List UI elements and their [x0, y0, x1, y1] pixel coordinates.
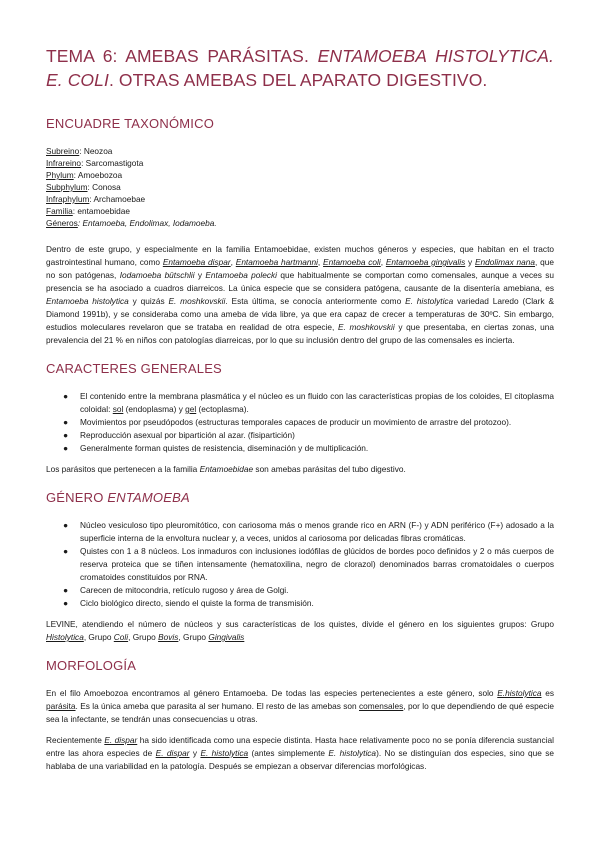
taxonomy-list — [46, 145, 554, 229]
bullet-icon: ● — [63, 598, 69, 608]
bullet-icon: ● — [63, 585, 69, 595]
list-item: ● Ciclo biológico directo, siendo el quiste la forma de transmisión. — [63, 598, 314, 608]
bullet-icon: ● — [63, 430, 69, 440]
list-item: ● Movimientos por pseudópodos (estructuras temporales capaces de producir un movimiento de arrastre del protozoo). — [63, 417, 512, 427]
paragraph-amoebozoa: En el filo Amoebozoa encontramos al género Entamoeba. De todas las especies pertenecientes a este género, solo E.histolytica es parásita. Es la única ameba que parasita al ser humano. El resto de las amebas son comensales, por lo que dependiendo de qué especie sea la infectante, se tendrán unas consecuencias u otras. — [46, 688, 554, 724]
list-item: ● Quistes con 1 a 8 núcleos. Los inmaduros con inclusiones iodófilas de glúcidos de bordes poco definidos y 2 o más cuerpos de reserva proteica que se tiñen intensamente (hematoxilina, negro de clorazol) denominados barras cromatoidales o cuerpos cromatoides constituidos por RNA. — [63, 546, 554, 582]
paragraph-entamoebidae: Dentro de este grupo, y especialmente en la familia Entamoebidae, existen muchos géneros y especies, que habitan en el tracto gastrointestinal humano, como Entamoeba dispar, Entamoeba hartmanni, Entamoeba coli, Entamoeba gingivalis y Endolimax nana, que no son patógenas, Iodamoeba bütschlii y Entamoeba polecki que habitualmente se comportan como comensales, aunque a veces su presencia se ha asociado a cuadros diarreicos. La única especie que se considera patógena, causante de la disentería amebiana, es Entamoeba histolytica y quizás E. moshkovskii. Esta última, se conocía anteriormente como E. histolytica variedad Laredo (Clark & Diamond 1991b), y se consideraba como una ameba de vida libre, ya que era capaz de crecer a temperaturas de 30ºC. Sin embargo, estudios moleculares revelaron que se trataba en realidad de otra especie, E. moshkovskii y que presentaba, en ciertas zonas, una prevalencia del 21 % en niños con patologías diarreicas, por lo que su inclusión dentro del grupo de las comensales es incierta. — [46, 244, 555, 345]
heading-morfologia: MORFOLOGÍA — [46, 658, 137, 673]
taxonomy-row: Phylum: Amoebozoa — [46, 170, 123, 180]
taxonomy-row: Familia: entamoebidae — [46, 206, 130, 216]
bullet-icon: ● — [63, 546, 69, 556]
title-text: TEMA 6: AMEBAS PARÁSITAS. — [46, 46, 318, 66]
bullet-icon: ● — [63, 417, 69, 427]
bullet-icon: ● — [63, 391, 69, 401]
list-item: ● Núcleo vesiculoso tipo pleuromitótico, con cariosoma más o menos grande rico en ARN (F-) y ADN periférico (F+) adosado a la superficie interna de la envoltura nuclear y, a veces, unidos al cariosoma por delicadas fibras cromáticas. — [63, 520, 554, 543]
paragraph-levine: LEVINE, atendiendo el número de núcleos y sus características de los quistes, divide el género en los siguientes grupos: Grupo Histolytica, Grupo Coli, Grupo Bovis, Grupo Gingivalis — [46, 619, 554, 642]
bullet-icon: ● — [63, 443, 69, 453]
taxonomy-row: Géneros: Entamoeba, Endolimax, Iodamoeba. — [46, 218, 217, 228]
paragraph-dispar: Recientemente E. dispar ha sido identificada como una especie distinta. Hasta hace relativamente poco no se ponía diferencia sustancial entre las ahora especies de E. dispar y E. histolytica (antes simplemente E. histolytica). No se distinguían dos especies, sino que se hablaba de una variabilidad en la patología. Después se empiezan a observar diferencias morfológicas. — [46, 735, 555, 771]
genero-list — [46, 519, 554, 610]
list-item: ● Carecen de mitocondria, retículo rugoso y área de Golgi. — [63, 585, 289, 595]
list-item: ● El contenido entre la membrana plasmática y el núcleo es un fluido con las características propias de los coloides, El citoplasma coloidal: sol (endoplasma) y gel (ectoplasma). — [63, 391, 554, 414]
document-title — [46, 44, 554, 92]
heading-encuadre: ENCUADRE TAXONÓMICO — [46, 116, 215, 131]
taxonomy-row: Infrareino: Sarcomastigota — [46, 158, 144, 168]
taxonomy-row: Infraphylum: Archamoebae — [46, 194, 146, 204]
paragraph-parasitos: Los parásitos que pertenecen a la familia Entamoebidae son amebas parásitas del tubo digestivo. — [46, 464, 406, 474]
taxonomy-row: Subreino: Neozoa — [46, 146, 113, 156]
caracteres-list — [46, 390, 554, 455]
title-text-end: . OTRAS AMEBAS DEL APARATO DIGESTIVO. — [108, 70, 488, 90]
heading-caracteres: CARACTERES GENERALES — [46, 361, 222, 376]
heading-genero: GÉNERO ENTAMOEBA — [46, 490, 190, 505]
bullet-icon: ● — [63, 520, 69, 530]
list-item: ● Reproducción asexual por bipartición al azar. (fisipartición) — [63, 430, 295, 440]
taxonomy-row: Subphylum: Conosa — [46, 182, 121, 192]
title-species: ENTAMOEBA HISTOLYTICA. E. COLI — [46, 46, 554, 90]
list-item: ● Generalmente forman quistes de resistencia, diseminación y de multiplicación. — [63, 443, 369, 453]
